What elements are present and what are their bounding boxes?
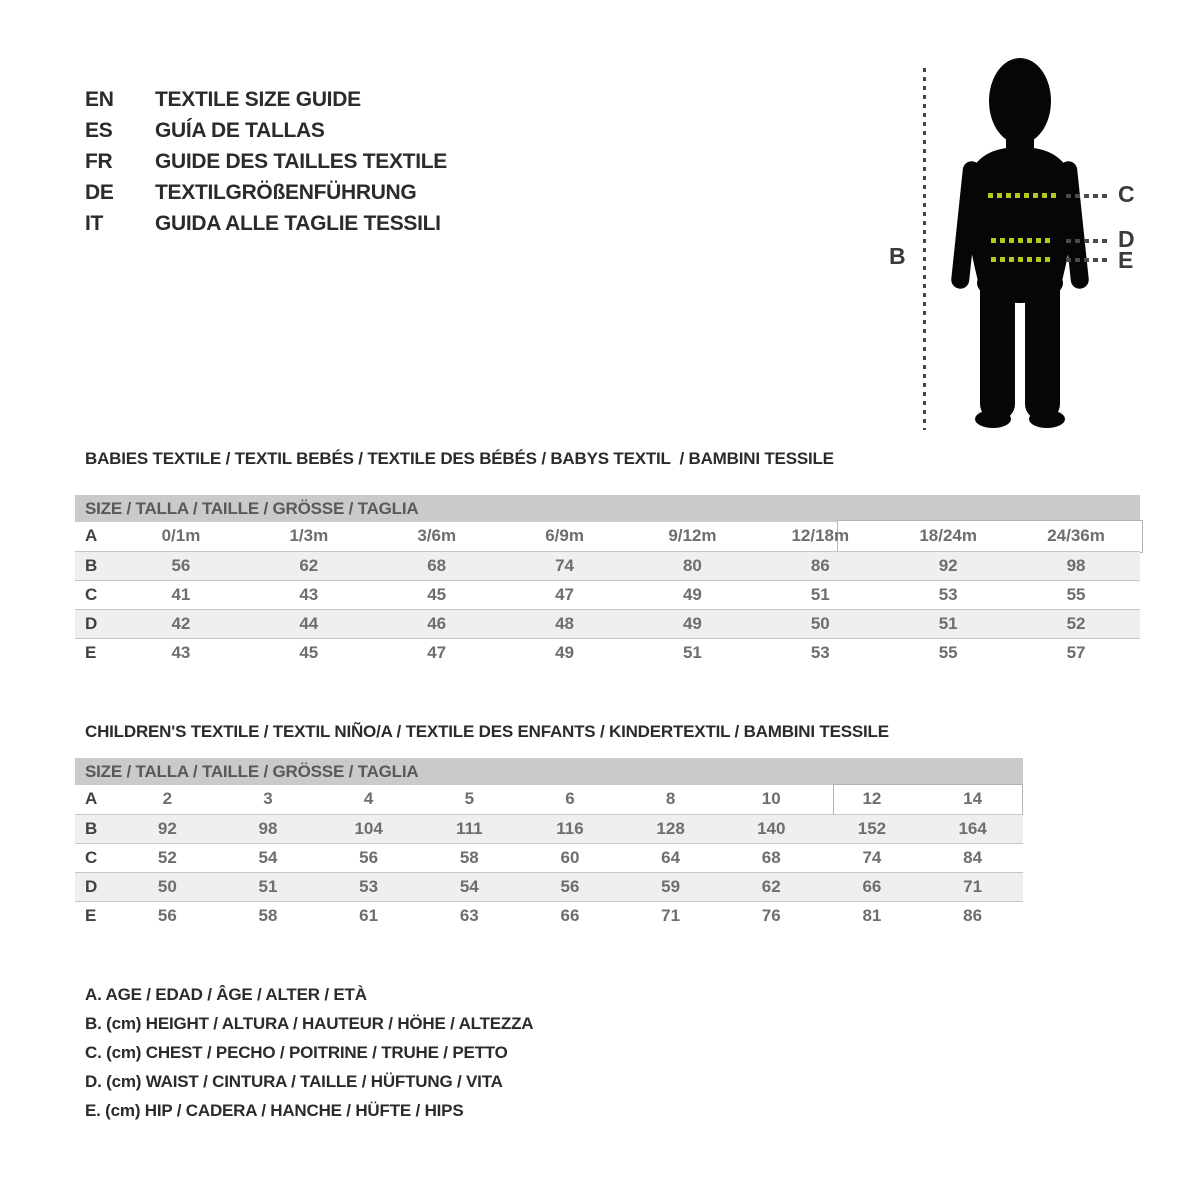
size-value-cell: 59	[661, 876, 681, 896]
row-label: A	[85, 789, 98, 809]
size-value-cell: 24/36m	[1047, 526, 1105, 546]
language-code: EN	[85, 87, 114, 111]
waist-label: D	[1118, 226, 1135, 252]
size-value-cell: 92	[938, 555, 958, 575]
row-label: D	[85, 613, 98, 633]
size-value-cell: 49	[682, 613, 702, 633]
table-row-b	[75, 814, 1023, 843]
size-value-cell: 3	[263, 789, 273, 809]
row-label: E	[85, 905, 97, 925]
size-value-cell: 18/24m	[919, 526, 978, 546]
size-value-cell: 42	[171, 613, 191, 633]
row-label: B	[85, 555, 98, 575]
size-value-cell: 164	[958, 818, 987, 838]
table-row-e	[75, 901, 1023, 930]
language-title: TEXTILGRÖßENFÜHRUNG	[155, 180, 417, 204]
size-value-cell: 58	[459, 847, 479, 867]
legend-line: B. (cm) HEIGHT / ALTURA / HAUTEUR / HÖHE / ALTEZZA	[85, 1014, 534, 1033]
size-value-cell: 81	[862, 905, 882, 925]
size-value-cell: 56	[359, 847, 379, 867]
size-value-cell: 3/6m	[417, 526, 457, 546]
size-value-cell: 54	[459, 876, 479, 896]
size-value-cell: 46	[427, 613, 447, 633]
size-value-cell: 10	[761, 789, 781, 809]
size-value-cell: 60	[560, 847, 580, 867]
size-value-cell: 74	[862, 847, 882, 867]
measurement-figure	[0, 0, 1200, 470]
size-value-cell: 43	[299, 584, 319, 604]
language-code: FR	[85, 149, 113, 173]
size-value-cell: 84	[963, 847, 983, 867]
language-code: DE	[85, 180, 114, 204]
size-value-cell: 71	[661, 905, 681, 925]
size-value-cell: 74	[555, 555, 575, 575]
size-value-cell: 66	[560, 905, 580, 925]
table-row-c	[75, 843, 1023, 872]
size-value-cell: 54	[258, 847, 278, 867]
children-table-wrap	[75, 758, 1023, 930]
size-value-cell: 152	[857, 818, 887, 838]
size-value-cell: 68	[427, 555, 447, 575]
size-value-cell: 45	[427, 584, 447, 604]
height-dashed-line	[923, 68, 926, 430]
size-value-cell: 8	[665, 789, 676, 809]
size-value-cell: 56	[171, 555, 191, 575]
row-label: C	[85, 584, 98, 604]
size-value-cell: 51	[682, 642, 702, 662]
size-value-cell: 98	[258, 818, 278, 838]
legend-line: A. AGE / EDAD / ÂGE / ALTER / ETÀ	[85, 985, 367, 1004]
size-value-cell: 50	[157, 876, 177, 896]
size-value-cell: 47	[427, 642, 447, 662]
size-value-cell: 86	[963, 905, 983, 925]
table-row-d	[75, 609, 1140, 638]
legend-line: D. (cm) WAIST / CINTURA / TAILLE / HÜFTUNG / VITA	[85, 1072, 503, 1091]
babies-table-wrap	[75, 495, 1140, 667]
row-label: D	[85, 876, 98, 896]
size-value-cell: 76	[761, 905, 781, 925]
size-value-cell: 92	[157, 818, 177, 838]
waist-leader-line	[1066, 239, 1108, 243]
size-value-cell: 0/1m	[161, 526, 201, 546]
babies-size-header: SIZE / TALLA / TAILLE / GRÖSSE / TAGLIA	[75, 495, 1140, 522]
height-label: B	[889, 243, 906, 269]
hip-leader-line	[1066, 258, 1108, 262]
language-code: ES	[85, 118, 113, 142]
language-title: GUÍA DE TALLAS	[155, 118, 325, 142]
row-label: E	[85, 642, 97, 662]
babies-size-table	[75, 522, 1140, 667]
language-code: IT	[85, 211, 104, 235]
chest-label: C	[1118, 181, 1135, 207]
language-title: TEXTILE SIZE GUIDE	[155, 87, 361, 111]
size-value-cell: 43	[171, 642, 191, 662]
size-value-cell: 53	[810, 642, 830, 662]
size-value-cell: 51	[258, 876, 278, 896]
table-row-b	[75, 551, 1140, 580]
size-value-cell: 56	[560, 876, 580, 896]
size-value-cell: 66	[862, 876, 882, 896]
babies-section-title: BABIES TEXTILE / TEXTIL BEBÉS / TEXTILE DES BÉBÉS / BABYS TEXTIL / BAMBINI TESSILE	[85, 449, 834, 468]
size-value-cell: 44	[299, 613, 319, 633]
size-value-cell: 55	[1066, 584, 1086, 604]
children-section-title: CHILDREN'S TEXTILE / TEXTIL NIÑO/A / TEXTILE DES ENFANTS / KINDERTEXTIL / BAMBINI TESSILE	[85, 722, 889, 741]
table-row-c	[75, 580, 1140, 609]
size-value-cell: 5	[464, 789, 475, 809]
size-value-cell: 116	[556, 818, 584, 838]
row-label: A	[85, 526, 98, 546]
size-value-cell: 41	[171, 584, 191, 604]
size-value-cell: 71	[963, 876, 983, 896]
size-value-cell: 111	[456, 818, 483, 838]
size-value-cell: 12/18m	[791, 526, 850, 546]
size-value-cell: 6/9m	[545, 526, 584, 546]
legend-line: C. (cm) CHEST / PECHO / POITRINE / TRUHE / PETTO	[85, 1043, 508, 1062]
table-row-e	[75, 638, 1140, 667]
size-value-cell: 104	[354, 818, 383, 838]
size-value-cell: 52	[157, 847, 177, 867]
table-row-a	[75, 522, 1140, 551]
size-value-cell: 98	[1066, 555, 1086, 575]
language-title: GUIDE DES TAILLES TEXTILE	[155, 149, 447, 173]
size-value-cell: 48	[555, 613, 575, 633]
language-title: GUIDA ALLE TAGLIE TESSILI	[155, 211, 441, 235]
size-value-cell: 49	[682, 584, 702, 604]
size-value-cell: 53	[938, 584, 958, 604]
row-label: C	[85, 847, 98, 867]
size-value-cell: 1/3m	[289, 526, 329, 546]
size-value-cell: 62	[299, 555, 319, 575]
row-label: B	[85, 818, 98, 838]
size-value-cell: 6	[565, 789, 575, 809]
measurement-legend	[85, 980, 533, 1125]
size-value-cell: 45	[299, 642, 319, 662]
hip-measure-line	[991, 257, 1053, 262]
size-value-cell: 9/12m	[668, 526, 717, 546]
hip-label: E	[1118, 247, 1133, 273]
size-value-cell: 12	[862, 789, 882, 809]
chest-measure-line	[988, 193, 1056, 198]
size-value-cell: 140	[757, 818, 786, 838]
size-value-cell: 51	[938, 613, 958, 633]
size-value-cell: 86	[810, 555, 830, 575]
size-value-cell: 14	[963, 789, 983, 809]
size-value-cell: 68	[761, 847, 781, 867]
size-value-cell: 58	[258, 905, 278, 925]
size-value-cell: 56	[157, 905, 177, 925]
size-value-cell: 61	[359, 905, 379, 925]
size-value-cell: 128	[656, 818, 685, 838]
legend-line: E. (cm) HIP / CADERA / HANCHE / HÜFTE / HIPS	[85, 1101, 464, 1120]
child-silhouette	[935, 55, 1105, 435]
chest-leader-line	[1066, 194, 1108, 198]
children-size-header: SIZE / TALLA / TAILLE / GRÖSSE / TAGLIA	[75, 758, 1023, 785]
table-row-d	[75, 872, 1023, 901]
size-value-cell: 51	[810, 584, 830, 604]
size-value-cell: 47	[555, 584, 575, 604]
size-value-cell: 63	[459, 905, 479, 925]
size-value-cell: 80	[682, 555, 702, 575]
waist-measure-line	[991, 238, 1053, 243]
size-value-cell: 55	[938, 642, 958, 662]
size-value-cell: 57	[1066, 642, 1086, 662]
table-row-a	[75, 785, 1023, 814]
size-value-cell: 50	[810, 613, 830, 633]
size-value-cell: 2	[162, 789, 173, 809]
size-value-cell: 52	[1066, 613, 1086, 633]
size-value-cell: 64	[661, 847, 681, 867]
size-value-cell: 4	[363, 789, 374, 809]
size-value-cell: 62	[761, 876, 781, 896]
size-value-cell: 49	[555, 642, 575, 662]
children-size-table	[75, 785, 1023, 930]
size-value-cell: 53	[359, 876, 379, 896]
